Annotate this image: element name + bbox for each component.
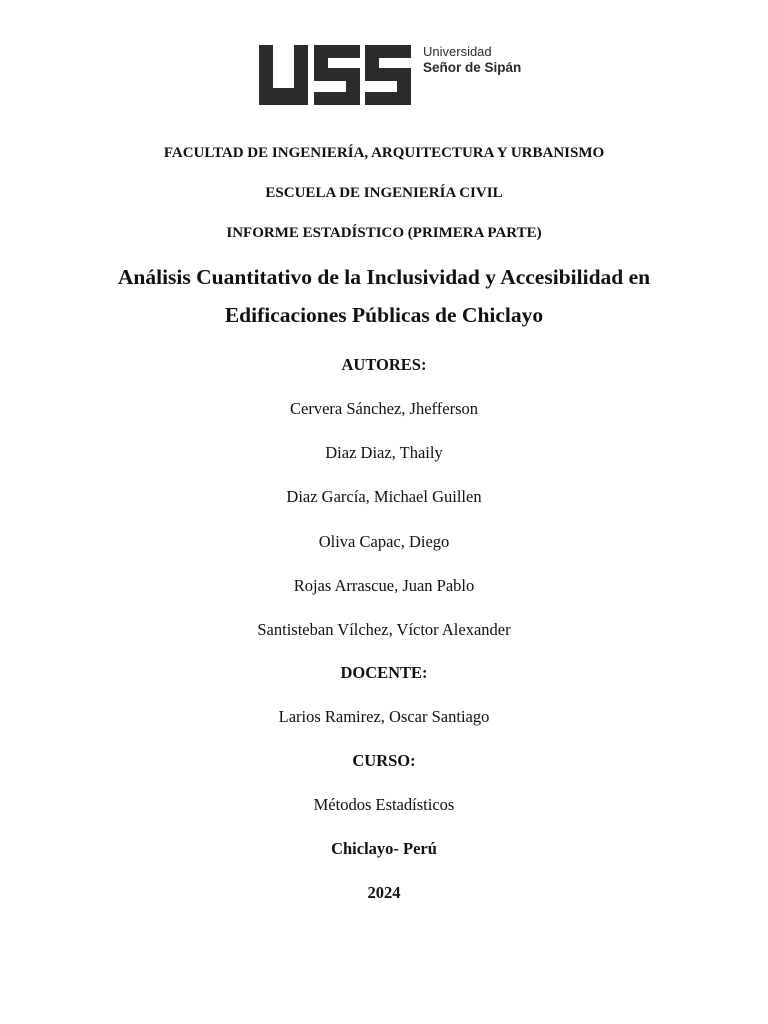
document-title-line1: Análisis Cuantitativo de la Inclusividad y Accesibilidad en: [117, 265, 651, 289]
course-name: Métodos Estadísticos: [313, 795, 455, 814]
author-name: Cervera Sánchez, Jhefferson: [290, 399, 478, 418]
author-name: Diaz García, Michael Guillen: [286, 487, 482, 506]
document-title-line2: Edificaciones Públicas de Chiclayo: [224, 303, 544, 327]
logo-name-line2: Señor de Sipán: [423, 60, 522, 75]
faculty-heading: FACULTAD DE INGENIERÍA, ARQUITECTURA Y URBANISMO: [163, 145, 605, 161]
logo-name-line1: Universidad: [423, 44, 492, 59]
authors-label: AUTORES:: [341, 355, 427, 374]
school-heading: ESCUELA DE INGENIERÍA CIVIL: [265, 185, 503, 201]
author-name: Diaz Diaz, Thaily: [325, 443, 443, 462]
teacher-label: DOCENTE:: [340, 663, 428, 682]
place-label: Chiclayo- Perú: [331, 839, 437, 858]
year-label: 2024: [367, 883, 401, 902]
author-name: Santisteban Vílchez, Víctor Alexander: [257, 620, 511, 639]
course-label: CURSO:: [352, 751, 416, 770]
author-name: Oliva Capac, Diego: [318, 532, 450, 551]
teacher-name: Larios Ramirez, Oscar Santiago: [278, 707, 490, 726]
report-heading: INFORME ESTADÍSTICO (PRIMERA PARTE): [226, 225, 542, 241]
author-name: Rojas Arrascue, Juan Pablo: [293, 576, 475, 595]
university-logo: [259, 44, 531, 106]
